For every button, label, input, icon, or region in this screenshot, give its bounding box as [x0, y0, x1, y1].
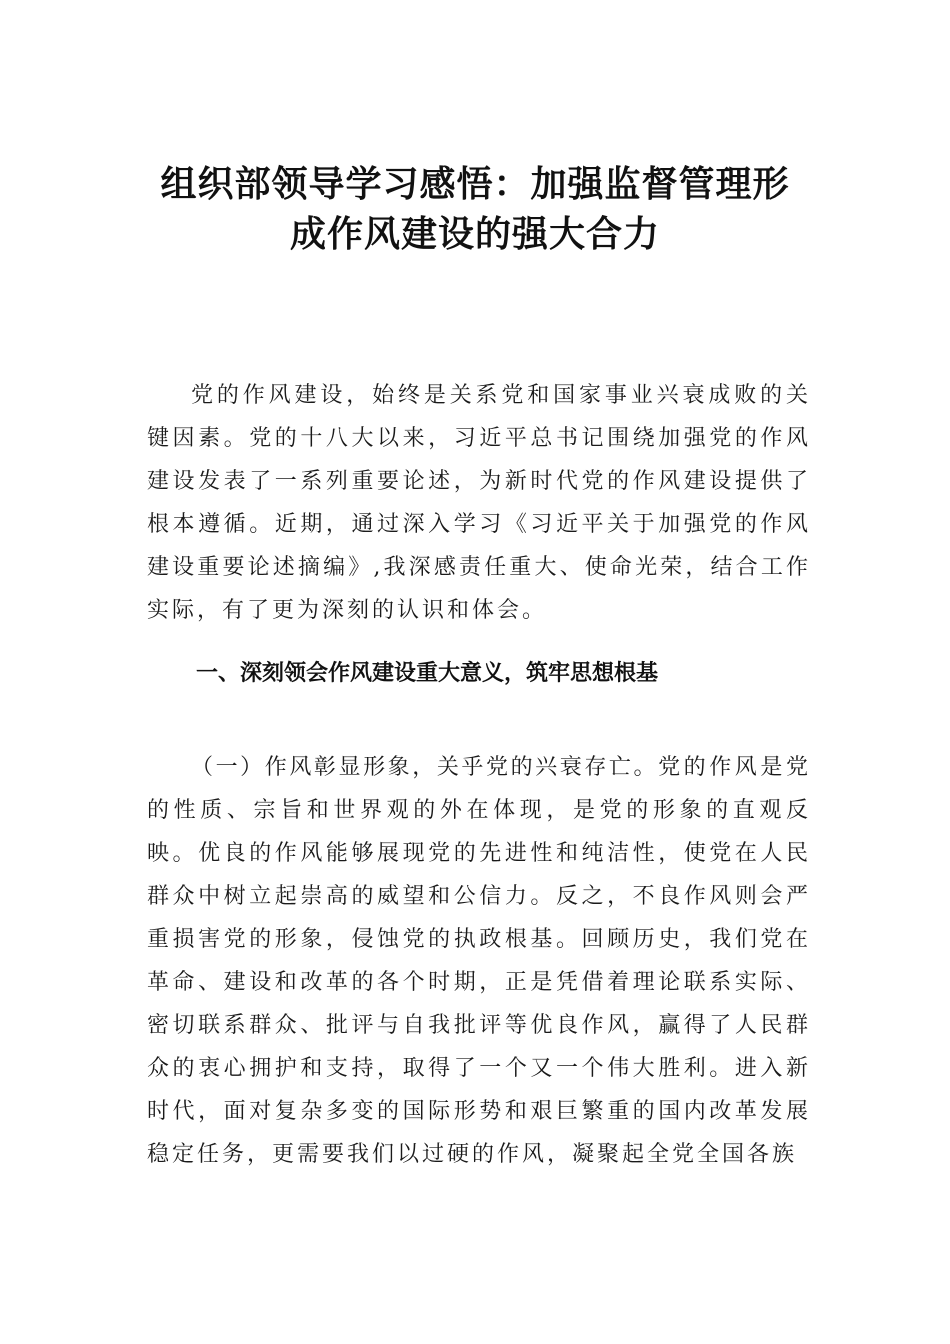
- document-title: [100, 160, 850, 260]
- title-line-2: 成作风建设的强大合力: [289, 214, 660, 255]
- subsection-lead: （一）作风彰显形象，关乎党的兴衰存亡。: [191, 755, 659, 780]
- title-line-1: 组织部领导学习感悟：加强监督管理形: [160, 164, 790, 205]
- section-heading: 一、深刻领会作风建设重大意义，筑牢思想根基: [196, 661, 659, 686]
- intro-paragraph: 党的作风建设，始终是关系党和国家事业兴衰成败的关键因素。党的十八大以来，习近平总书记围绕加强党的作风建设发表了一系列重要论述，为新时代党的作风建设提供了根本遵循。近期，通过深入学习《习近平关于加强党的作风建设重要论述摘编》,我深感责任重大、使命光荣，结合工作实际，有了更为深刻的认识和体会。: [147, 383, 811, 623]
- subsection-paragraph: [147, 746, 811, 1176]
- subsection-body: 党的作风是党的性质、宗旨和世界观的外在体现，是党的形象的直观反映。优良的作风能够展现党的先进性和纯洁性，使党在人民群众中树立起崇高的威望和公信力。反之，不良作风则会严重损害党的形象，侵蚀党的执政根基。回顾历史，我们党在革命、建设和改革的各个时期，正是凭借着理论联系实际、密切联系群众、批评与自我批评等优良作风，赢得了人民群众的衷心拥护和支持，取得了一个又一个伟大胜利。进入新时代，面对复杂多变的国际形势和艰巨繁重的国内改革发展稳定任务，更需要我们以过硬的作风，凝聚起全党全国各族: [147, 755, 811, 1167]
